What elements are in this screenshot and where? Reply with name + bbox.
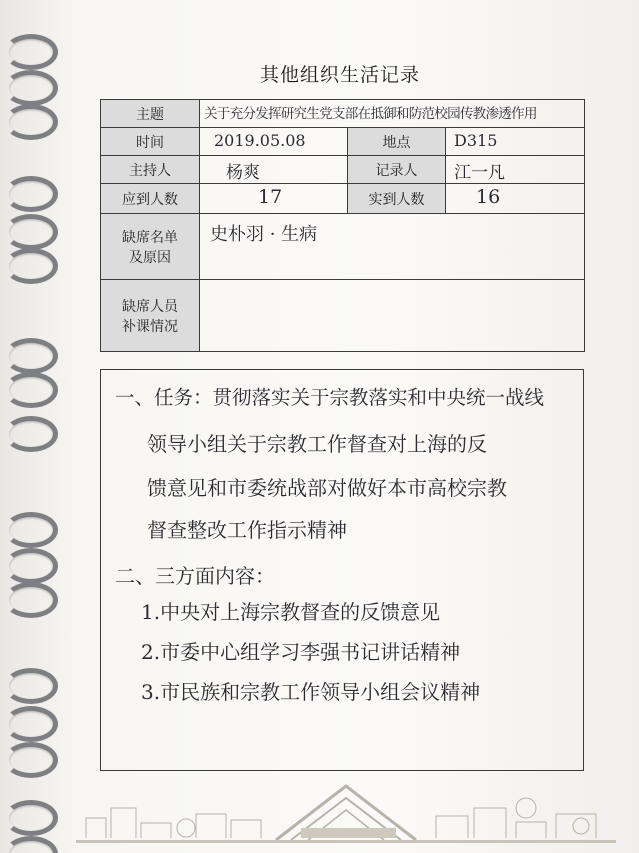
campus-illustration: [76, 778, 616, 848]
expected-count-cell: [200, 184, 348, 214]
host-value: 杨爽: [226, 163, 260, 183]
note-line: 馈意见和市委统战部对做好本市高校宗教: [147, 476, 507, 500]
count-row: [101, 184, 585, 214]
time-cell: [200, 128, 348, 156]
makeup-cell: [200, 280, 585, 352]
topic-value: 关于充分发挥研究生党支部在抵御和防范校园传教渗透作用: [204, 106, 537, 122]
binding-ring: [4, 582, 58, 618]
spiral-binding: [0, 0, 52, 853]
note-line: 1.中央对上海宗教督查的反馈意见: [141, 600, 441, 624]
notes-box: [100, 369, 584, 771]
place-cell: [446, 128, 585, 156]
topic-cell: [200, 100, 585, 128]
makeup-row: [101, 280, 585, 352]
binding-ring: [4, 416, 58, 452]
expected-count-value: 17: [258, 186, 283, 208]
binding-ring: [4, 668, 58, 704]
recorder-label: 记录人: [348, 156, 446, 184]
time-place-row: [101, 128, 585, 156]
makeup-label-line-1: 缺席人员: [122, 298, 178, 315]
absent-label-line-2: 及原因: [129, 249, 171, 266]
page-title: 其他组织生活记录: [259, 64, 420, 86]
host-label: 主持人: [101, 156, 200, 184]
note-line: 督查整改工作指示精神: [147, 518, 347, 542]
note-line: 2.市委中心组学习李强书记讲话精神: [141, 640, 461, 664]
topic-row: [101, 100, 585, 128]
note-line: 领导小组关于宗教工作督查对上海的反: [147, 432, 487, 456]
absent-cell: [200, 214, 585, 280]
recorder-cell: [446, 156, 585, 184]
record-form: [100, 99, 585, 352]
binding-ring: [4, 512, 58, 548]
absent-value: 史朴羽 · 生病: [210, 224, 318, 245]
place-value: D315: [454, 131, 498, 150]
host-cell: [200, 156, 348, 184]
note-line: 3.市民族和宗教工作领导小组会议精神: [141, 680, 481, 704]
topic-label: 主题: [101, 100, 200, 128]
time-label: 时间: [101, 128, 200, 156]
actual-count-cell: [446, 184, 585, 214]
binding-ring: [4, 742, 58, 778]
binding-ring: [4, 214, 58, 250]
actual-count-value: 16: [476, 186, 501, 208]
absent-label: [101, 214, 200, 280]
binding-ring: [4, 706, 58, 742]
makeup-label: [101, 280, 200, 352]
host-recorder-row: [101, 156, 585, 184]
binding-ring: [4, 248, 58, 284]
binding-ring: [4, 338, 58, 374]
note-line: 二、三方面内容：: [115, 564, 275, 588]
makeup-label-line-2: 补课情况: [122, 318, 178, 335]
place-label: 地点: [348, 128, 446, 156]
binding-ring: [4, 176, 58, 212]
binding-ring: [4, 372, 58, 408]
absent-row: [101, 214, 585, 280]
binding-ring: [4, 836, 58, 853]
note-line: 一、任务：贯彻落实关于宗教落实和中央统一战线: [115, 386, 545, 409]
binding-ring: [4, 548, 58, 584]
binding-ring: [4, 104, 58, 140]
binding-ring: [4, 34, 58, 70]
expected-count-label: 应到人数: [101, 184, 200, 214]
binding-ring: [4, 800, 58, 836]
recorder-value: 江一凡: [454, 163, 505, 183]
absent-label-line-1: 缺席名单: [122, 229, 178, 246]
actual-count-label: 实到人数: [348, 184, 446, 214]
binding-ring: [4, 70, 58, 106]
time-value: 2019.05.08: [214, 131, 306, 150]
